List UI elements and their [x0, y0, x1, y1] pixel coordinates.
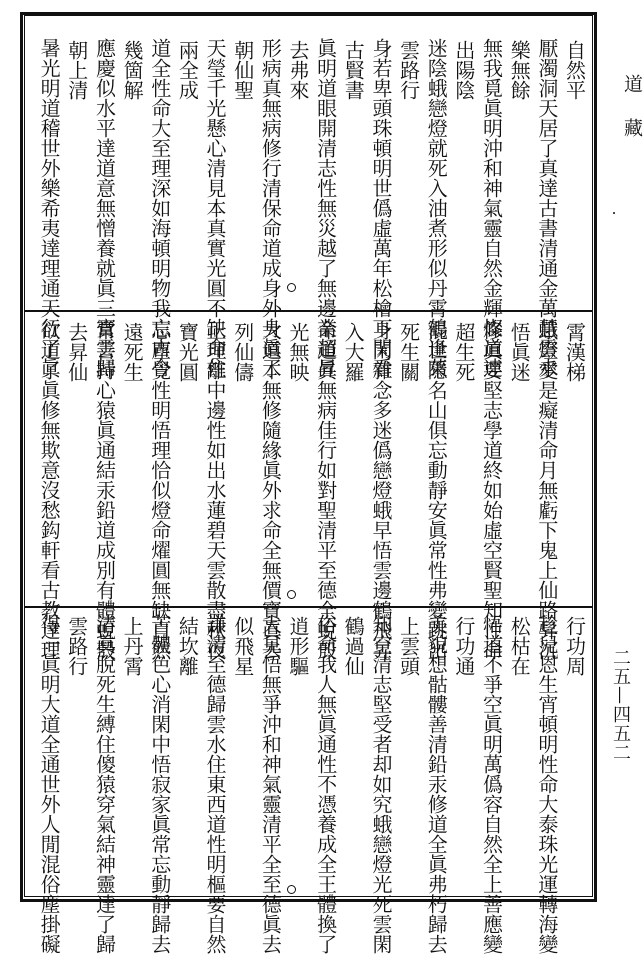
verse-title-column: 悟眞迷	[507, 322, 532, 382]
book-title-char-1: 道	[621, 74, 643, 93]
verse-text-column: 厭濁洞天居了真達古書清通金萬慧雲水	[534, 38, 559, 378]
verse-text-column: 眞明道眼開清志性無災越了無邊業超昇	[313, 38, 338, 378]
verse-title-column: 上丹霄	[120, 616, 145, 676]
verse-text-column: 身閑雜念多迷僞戀燈蛾早悟雲邊鶴飛昇	[368, 320, 393, 660]
verse-title-column: 死生關	[396, 322, 421, 382]
verse-title-column: 列仙儔	[230, 322, 255, 382]
verse-text-column: 悟道不爭空眞明萬僞容自然全上善應變	[479, 614, 504, 954]
verse-text-column: 趁兒恩生宵頓明性命大泰珠光運轉海變	[534, 614, 559, 954]
verse-text-column: 美貌想骷髏善清鉛汞修道全眞弗朽歸去	[424, 614, 449, 954]
verse-title-column: 霄漢梯	[562, 322, 587, 382]
verse-title-column: 入大羅	[341, 322, 366, 382]
verse-title-column: 行功周	[562, 616, 587, 676]
verse-title-column: 古賢書	[341, 40, 366, 100]
book-title-char-2: 藏	[621, 118, 643, 137]
verse-title-column: 去弗來	[286, 40, 310, 100]
verse-text-column: 身若卑頭珠頓明世僞虛萬年松檜下閑看	[368, 38, 393, 378]
verse-text-column: 混世隱名山俱忘動靜安眞常性弗變跳出	[424, 320, 449, 660]
circle-marker	[287, 283, 296, 292]
verse-title-column: 樂無餘	[507, 40, 532, 100]
verse-text-column: 正理離中邊性如出水蓮碧天雲散盡秋夜	[203, 320, 228, 660]
verse-title-column: 幾箇解	[120, 40, 145, 100]
verse-text-column: 大見悟無爭沖和神氣靈清平全至德眞去	[258, 614, 283, 954]
verse-text-column: 清眞脫死生縛住傻猿穿氣結神靈達了歸	[92, 614, 117, 954]
verse-text-column: 暑光明道稽世外樂希夷達理通天行了眞	[37, 38, 62, 378]
verse-title-column: 超生死	[451, 322, 476, 382]
verse-text-column: 常善持心猿眞通結汞鉛道成別有體蛻殼	[92, 320, 117, 660]
verse-text-column: 道全性命大至理深如海頓明物我忘古今	[147, 38, 172, 378]
verse-text-column: 無我覓眞明沖和神氣靈自然金輝燦道達	[479, 38, 504, 378]
verse-title-column: 遠死生	[120, 322, 145, 382]
verse-text-column: 欲道了眞修無欺意沒愁鈎軒看古教達理	[37, 320, 62, 660]
verse-title-column: 光無映	[286, 322, 310, 382]
verse-text-column: 蛾燈愛是癡清命月無虧下鬼上仙路昇沉	[534, 320, 559, 660]
verse-text-column: 修眞要堅志學道終如始虛空賢聖知性命	[479, 320, 504, 660]
verse-text-column: 俗命我人無眞通性不憑養成全王體換了	[313, 614, 338, 954]
text-section-3	[26, 614, 591, 954]
verse-title-column: 行功通	[451, 616, 476, 676]
verse-title-column: 上雲頭	[396, 616, 421, 676]
verse-title-column: 朝仙聖	[230, 40, 255, 100]
verse-text-column: 大道本無修隨緣眞外求命全無價寶眞去	[258, 320, 283, 660]
verse-text-column: 得一眞明大道全通世外人閒混俗塵掛礙	[37, 614, 62, 954]
verse-title-column: 自然平	[562, 40, 587, 100]
page-number: 二五—四五二	[610, 648, 631, 762]
verse-text-column: 謙清至德歸雲水住東西道性明樞要自然	[203, 614, 228, 954]
verse-text-column: 忘塵覺性明悟理恰似燈命燿圓無缺自然	[147, 320, 172, 660]
verse-text-column: 天瑩千光懸心清見本真實光圓不缺命住	[203, 38, 228, 378]
verse-title-column: 雲路行	[396, 40, 421, 100]
verse-title-column: 寶光圓	[175, 322, 200, 382]
verse-text-column: 知空清志堅受者却如究蛾戀燈光死雲閑	[368, 614, 393, 954]
verse-title-column: 朝上清	[64, 40, 89, 100]
verse-title-column: 去昇仙	[64, 322, 89, 382]
circle-marker	[287, 590, 296, 599]
verse-title-column: 結坎離	[175, 616, 200, 676]
verse-title-column: 出陽陰	[451, 40, 476, 100]
verse-text-column: 應慶似水平達道意無憎養就眞三寶雲歸	[92, 38, 117, 378]
margin-dot	[613, 212, 615, 214]
verse-title-column: 松枯在	[507, 616, 532, 676]
verse-title-column: 鶴過仙	[341, 616, 366, 676]
verse-title-column: 似飛星	[230, 616, 255, 676]
verse-title-column: 雲路行	[64, 616, 89, 676]
verse-title-column: 兩全成	[175, 40, 200, 100]
verse-text-column: 命道眞無病佳行如對聖清平至德全蛻殼	[313, 320, 338, 660]
verse-text-column: 苦體色心消閑中悟寂家眞常忘動靜歸去	[147, 614, 172, 954]
verse-text-column: 形病真無病修行清保命道成身外身眞了	[258, 38, 283, 378]
verse-text-column: 迷陰蛾戀燈就死入油煮形似丹霄鶴逢萊	[424, 38, 449, 378]
circle-marker	[287, 885, 296, 894]
verse-title-column: 逍形驅	[286, 616, 310, 676]
